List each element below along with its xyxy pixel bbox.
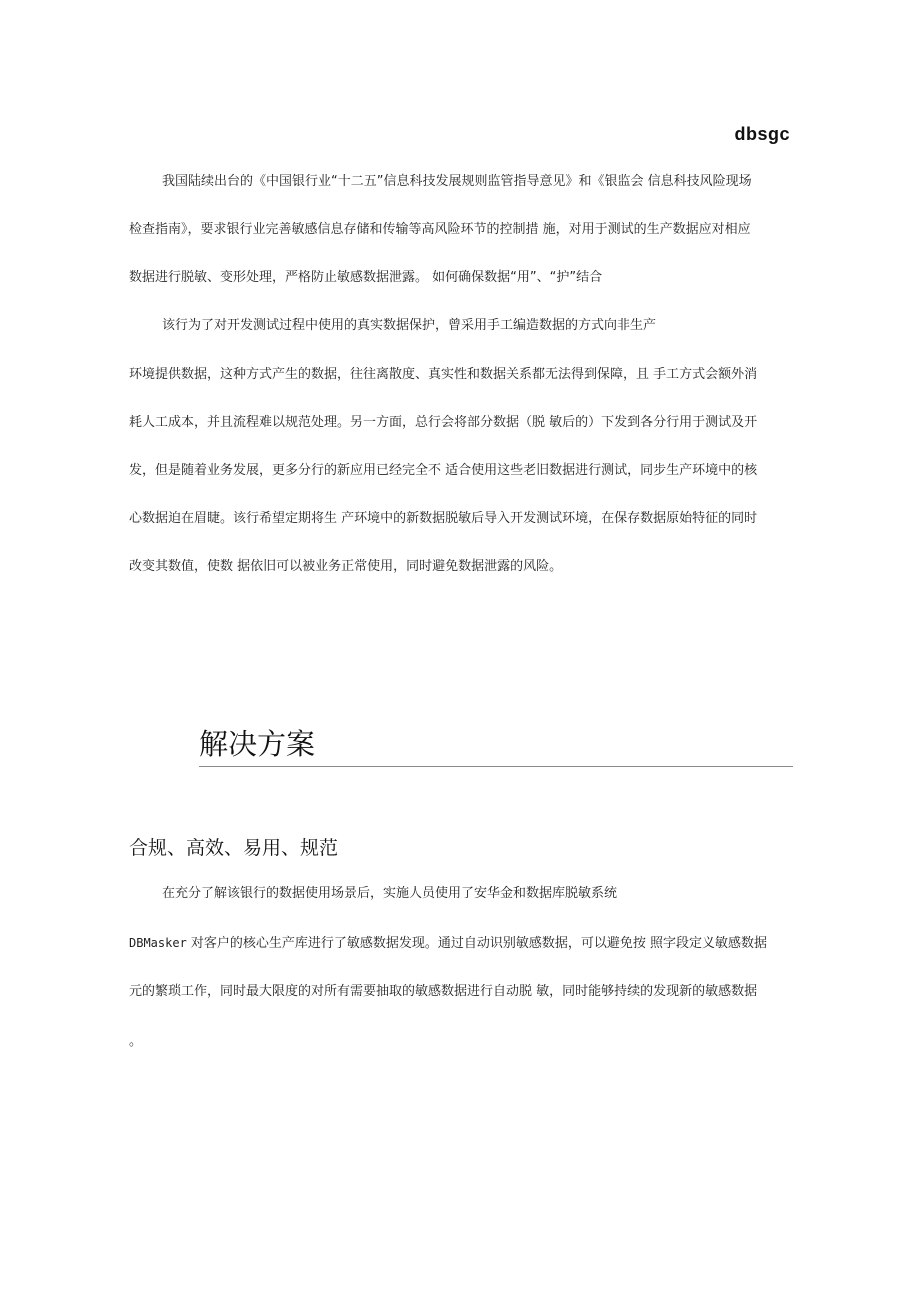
intro-p1-line-2: 检查指南》，要求银行业完善敏感信息存储和传输等高风险环节的控制措 施，对用于测试的生产数据应对相应: [129, 222, 751, 237]
intro-p2-line-4: 发，但是随着业务发展，更多分行的新应用已经完全不 适合使用这些老旧数据进行测试，同步生产环境中的核: [129, 463, 758, 478]
solution-p1-line-2-text: 对客户的核心生产库进行了敏感数据发现。通过自动识别敏感数据，可以避免按 照字段定义敏感数据: [186, 936, 768, 951]
intro-p1-line-3: 数据进行脱敏、变形处理，严格防止敏感数据泄露。 如何确保数据“用”、“护”结合: [129, 270, 603, 285]
intro-p2-line-3: 耗人工成本，并且流程难以规范处理。另一方面，总行会将部分数据（脱 敏后的）下发到各分行用于测试及开: [129, 415, 758, 430]
intro-p2-line-1: 该行为了对开发测试过程中使用的真实数据保护，曾采用手工编造数据的方式向非生产: [162, 318, 657, 333]
section-divider: [199, 766, 793, 767]
solution-p1-line-3: 元的繁琐工作，同时最大限度的对所有需要抽取的敏感数据进行自动脱 敏，同时能够持续的发现新的敏感数据: [129, 984, 758, 999]
solution-p1-line-1: 在充分了解该银行的数据使用场景后，实施人员使用了安华金和数据库脱敏系统: [162, 886, 618, 901]
intro-p2-line-6: 改变其数值，使数 据依旧可以被业务正常使用，同时避免数据泄露的风险。: [129, 559, 563, 574]
section-subtitle: 合规、高效、易用、规范: [129, 837, 339, 859]
intro-p2-line-5: 心数据迫在眉睫。该行希望定期将生 产环境中的新数据脱敏后导入开发测试环境，在保存数据原始特征的同时: [129, 511, 758, 526]
solution-p1-line-4: 。: [129, 1034, 143, 1049]
intro-p1-line-1: 我国陆续出台的《中国银行业“十二五”信息科技发展规则监管指导意见》和《银监会 信息科技风险现场: [162, 174, 752, 189]
section-title: 解决方案: [199, 727, 316, 761]
header-tag: dbsgc: [734, 124, 790, 144]
product-name: DBMasker: [129, 936, 187, 950]
solution-p1-line-2: [129, 933, 793, 954]
intro-p2-line-2: 环境提供数据，这种方式产生的数据，往往离散度、真实性和数据关系都无法得到保障，且 手工方式会额外消: [129, 367, 758, 382]
